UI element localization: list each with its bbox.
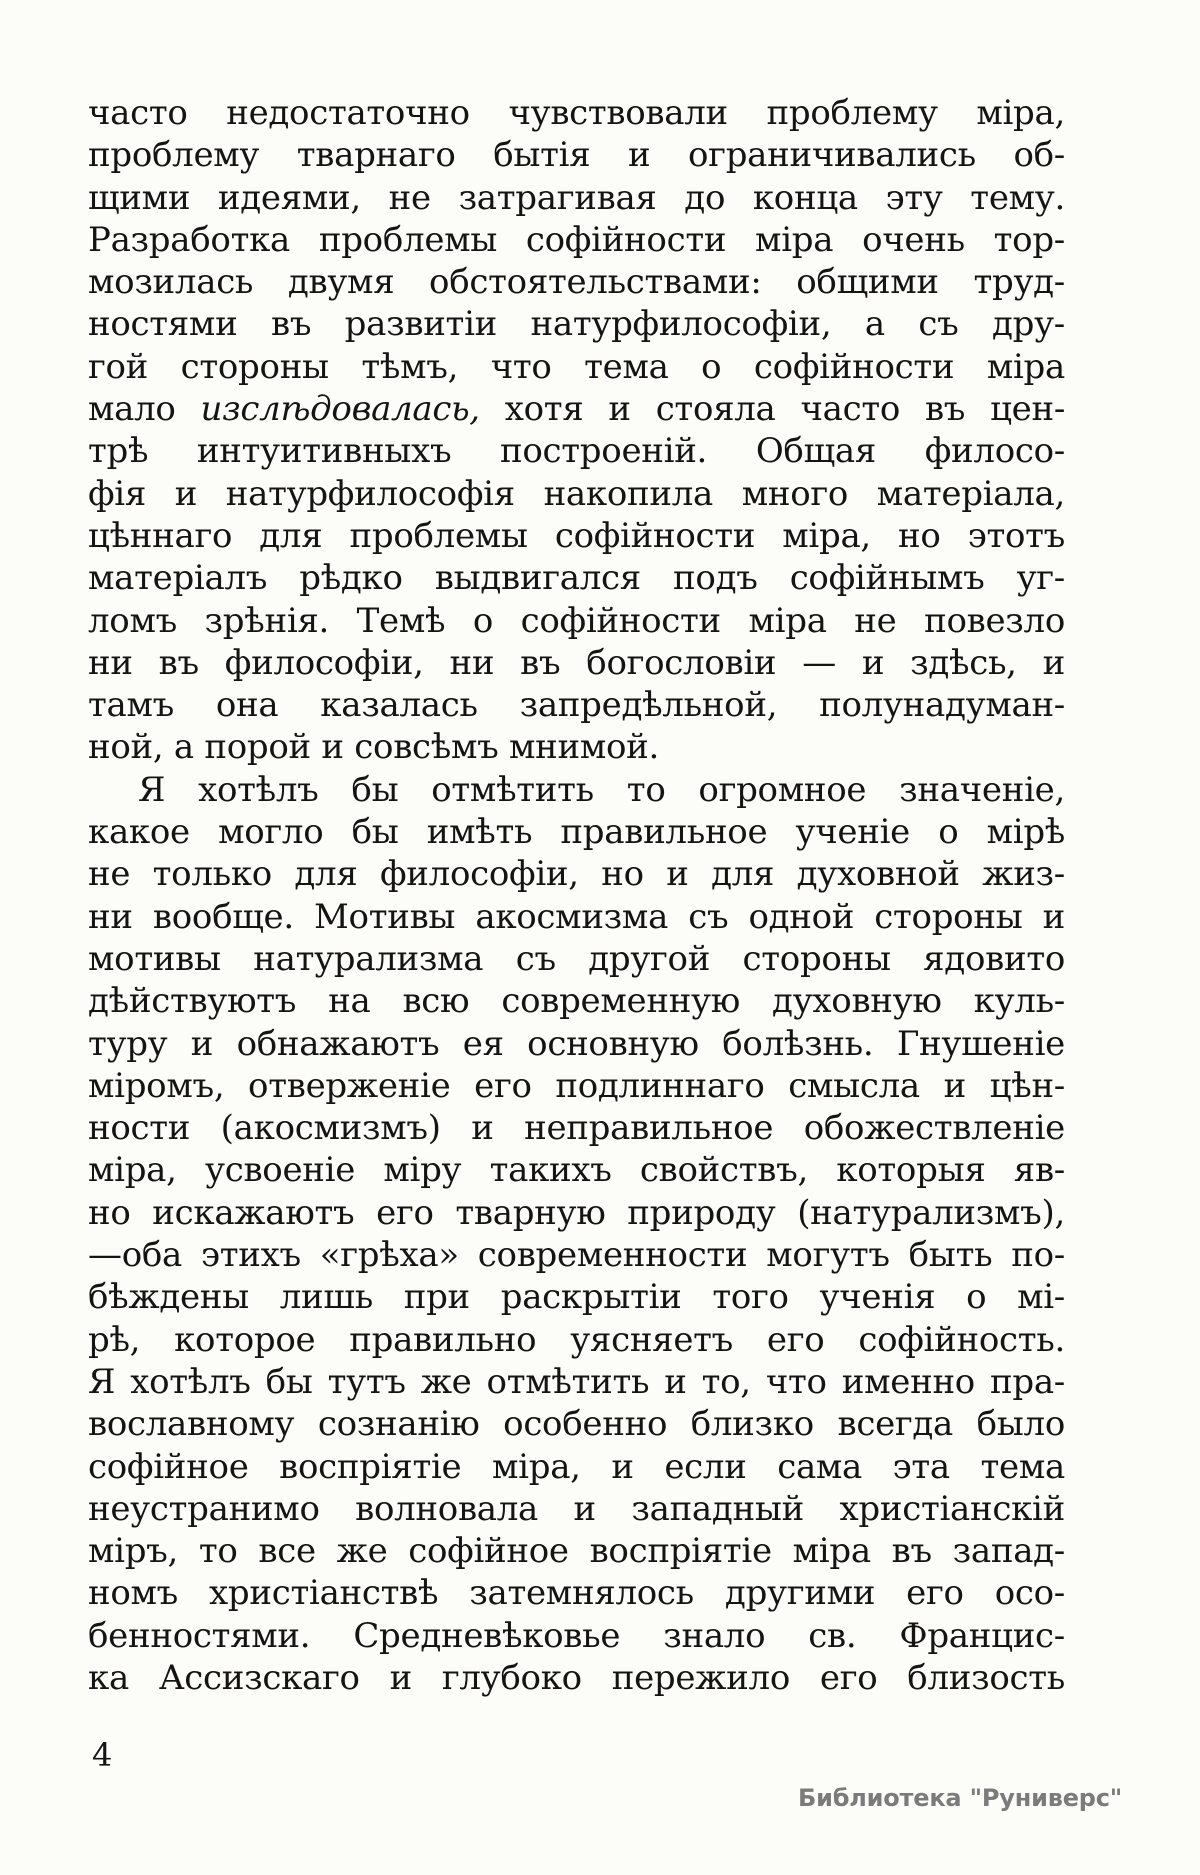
text-segment: какое могло бы имѣть правильное ученіе о мірѣ bbox=[88, 812, 1065, 853]
text-segment: рѣ, которое правильно уясняетъ его софійность. bbox=[88, 1319, 1065, 1360]
text-line bbox=[88, 1488, 1065, 1530]
watermark: Библиотека "Руниверс" bbox=[798, 1784, 1123, 1812]
text-segment: не только для философіи, но и для духовной жиз- bbox=[88, 854, 1065, 895]
text-line bbox=[88, 557, 1065, 599]
text-segment: мозилась двумя обстоятельствами: общими труд- bbox=[88, 262, 1065, 303]
text-line bbox=[88, 1065, 1065, 1107]
text-line bbox=[88, 980, 1065, 1022]
text-line bbox=[88, 92, 1065, 134]
text-segment: мало bbox=[88, 389, 201, 430]
text-line bbox=[88, 134, 1065, 176]
text-line bbox=[88, 346, 1065, 388]
text-line bbox=[88, 1361, 1065, 1403]
text-line bbox=[88, 1572, 1065, 1614]
text-line bbox=[88, 177, 1065, 219]
text-line bbox=[88, 1023, 1065, 1065]
text-segment: —оба этихъ «грѣха» современности могутъ быть по- bbox=[88, 1235, 1065, 1276]
text-segment: ной, а порой и совсѣмъ мнимой. bbox=[88, 727, 660, 768]
text-segment: фія и натурфилософія накопила много матеріала, bbox=[88, 473, 1065, 514]
text-segment: щими идеями, не затрагивая до конца эту тему. bbox=[88, 177, 1065, 218]
text-line bbox=[88, 811, 1065, 853]
text-segment: ни вообще. Мотивы акосмизма съ одной стороны и bbox=[88, 896, 1065, 937]
text-line bbox=[88, 303, 1065, 345]
text-segment: ка Ассизскаго и глубоко пережило его близость bbox=[88, 1657, 1065, 1698]
text-line bbox=[88, 1107, 1065, 1149]
text-line bbox=[88, 1149, 1065, 1191]
text-segment: туру и обнажаютъ ея основную болѣзнь. Гнушеніе bbox=[88, 1023, 1065, 1064]
text-segment: цѣннаго для проблемы софійности міра, но этотъ bbox=[88, 515, 1065, 556]
text-segment: міромъ, отверженіе его подлиннаго смысла и цѣн- bbox=[88, 1065, 1065, 1106]
text-line bbox=[88, 1446, 1065, 1488]
text-segment: ностями въ развитіи натурфилософіи, а съ дру- bbox=[88, 304, 1065, 345]
text-segment: номъ христіанствѣ затемнялось другими его осо- bbox=[88, 1573, 1065, 1614]
text-line bbox=[88, 1276, 1065, 1318]
text-line bbox=[88, 726, 1065, 768]
text-line bbox=[88, 1615, 1065, 1657]
text-line bbox=[88, 938, 1065, 980]
text-segment: часто недостаточно чувствовали проблему міра, bbox=[88, 93, 1065, 133]
text-segment: но искажаютъ его тварную природу (натурализмъ), bbox=[88, 1192, 1065, 1233]
text-segment: тамъ она казалась запредѣльной, полунадуман- bbox=[88, 685, 1065, 726]
text-segment: бенностями. Средневѣковье знало св. Францис- bbox=[88, 1615, 1065, 1656]
text-line bbox=[88, 600, 1065, 642]
text-line bbox=[88, 1530, 1065, 1572]
text-line bbox=[88, 896, 1065, 938]
italic-text: изслѣдовалась, bbox=[200, 389, 480, 430]
text-segment: матеріалъ рѣдко выдвигался подъ софійнымъ уг- bbox=[88, 558, 1065, 599]
text-segment: софійное воспріятіе міра, и если сама эта тема bbox=[88, 1446, 1065, 1487]
text-line bbox=[88, 1319, 1065, 1361]
text-segment: міръ, то все же софійное воспріятіе міра въ запад- bbox=[88, 1531, 1065, 1572]
text-line bbox=[88, 473, 1065, 515]
text-segment: трѣ интуитивныхъ построеній. Общая филосо- bbox=[88, 431, 1065, 472]
text-segment: неустранимо волновала и западный христіанскій bbox=[88, 1488, 1065, 1529]
text-segment: ломъ зрѣнія. Темѣ о софійности міра не повезло bbox=[88, 600, 1065, 641]
text-segment: Разработка проблемы софійности міра очень тор- bbox=[88, 219, 1065, 260]
text-line bbox=[88, 261, 1065, 303]
text-segment: Я хотѣлъ бы отмѣтить то огромное значеніе, bbox=[138, 769, 1065, 810]
text-line bbox=[88, 769, 1065, 811]
text-line bbox=[88, 430, 1065, 472]
body-text bbox=[88, 92, 1065, 1699]
text-segment: міра, усвоеніе міру такихъ свойствъ, которыя яв- bbox=[88, 1150, 1065, 1191]
text-segment: вославному сознанію особенно близко всегда было bbox=[88, 1404, 1065, 1445]
text-segment: бѣждены лишь при раскрытіи того ученія о мі- bbox=[88, 1277, 1065, 1318]
text-line bbox=[88, 1657, 1065, 1699]
text-line bbox=[88, 1192, 1065, 1234]
text-segment: мотивы натурализма съ другой стороны ядовито bbox=[88, 938, 1065, 979]
page-number: 4 bbox=[92, 1736, 113, 1774]
text-line bbox=[88, 853, 1065, 895]
text-line bbox=[88, 388, 1065, 430]
text-line bbox=[88, 1234, 1065, 1276]
text-line bbox=[88, 1403, 1065, 1445]
text-line bbox=[88, 219, 1065, 261]
text-line bbox=[88, 642, 1065, 684]
text-segment: ни въ философіи, ни въ богословіи — и здѣсь, и bbox=[88, 642, 1065, 683]
text-segment: ности (акосмизмъ) и неправильное обожествленіе bbox=[88, 1108, 1065, 1149]
text-line bbox=[88, 515, 1065, 557]
text-segment: проблему тварнаго бытія и ограничивались об- bbox=[88, 135, 1065, 176]
text-segment: дѣйствуютъ на всю современную духовную куль- bbox=[88, 981, 1065, 1022]
text-segment: гой стороны тѣмъ, что тема о софійности міра bbox=[88, 346, 1065, 387]
text-line bbox=[88, 684, 1065, 726]
text-segment: Я хотѣлъ бы тутъ же отмѣтить и то, что именно пра- bbox=[88, 1361, 1065, 1402]
text-segment: хотя и стояла часто въ цен- bbox=[479, 389, 1066, 430]
